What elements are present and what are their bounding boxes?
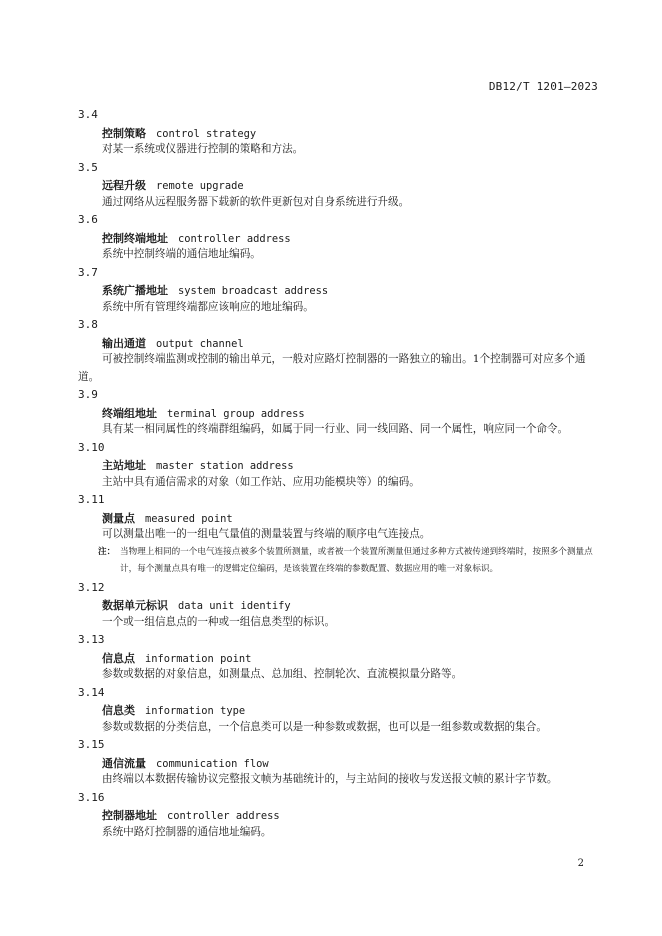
term-definition: 通过网络从远程服务器下载新的软件更新包对自身系统进行升级。: [102, 195, 410, 208]
term-chinese: 控制策略: [102, 126, 146, 140]
term-definition: 系统中控制终端的通信地址编码。: [102, 248, 261, 260]
document-code: DB12/T 1201—2023: [488, 80, 598, 93]
term-english: terminal group address: [167, 407, 305, 420]
term-heading: [78, 456, 602, 474]
term-definition: 由终端以本数据传输协议完整报文帧为基础统计的，与主站间的接收与发送报文帧的累计字节数。: [102, 773, 558, 785]
term-english: measured point: [145, 512, 233, 525]
term-number: 3.7: [78, 265, 98, 279]
term-number: 3.12: [78, 580, 105, 594]
term-english: controller address: [167, 810, 280, 822]
term-english: controller address: [178, 232, 291, 245]
term-english: data unit identify: [178, 600, 291, 612]
term-english: system broadcast address: [178, 285, 329, 297]
term-number: 3.8: [78, 318, 98, 331]
page-number: 2: [577, 858, 584, 869]
term-heading: [78, 509, 602, 527]
term-english: output channel: [156, 337, 244, 350]
term-note: [78, 544, 602, 579]
term-number: 3.9: [78, 388, 98, 401]
term-chinese: 主站地址: [102, 459, 146, 472]
term-heading: [78, 334, 602, 352]
term-definition: 系统中所有管理终端都应该响应的地址编码。: [102, 300, 314, 313]
term-number: 3.10: [78, 440, 105, 454]
term-number: 3.15: [78, 738, 105, 751]
term-chinese: 测量点: [102, 511, 135, 525]
term-chinese: 信息类: [102, 704, 135, 717]
term-definition: 可被控制终端监测或控制的输出单元，一般对应路灯控制器的一路独立的输出。1个控制器可对应多个通道。: [78, 353, 586, 383]
term-chinese: 系统广播地址: [102, 284, 168, 297]
term-heading: [78, 754, 602, 772]
term-number: 3.14: [78, 685, 105, 699]
term-chinese: 数据单元标识: [102, 599, 168, 612]
term-definition: 一个或一组信息点的一种或一组信息类型的标识。: [102, 615, 336, 628]
note-label: 注：: [98, 546, 116, 557]
term-chinese: 通信流量: [102, 756, 146, 770]
term-definition: 参数或数据的分类信息，一个信息类可以是一种参数或数据，也可以是一组参数或数据的集合。: [102, 720, 547, 733]
term-english: communication flow: [156, 757, 269, 770]
term-definition: 系统中路灯控制器的通信地址编码。: [102, 825, 272, 838]
term-entry-3-9: [78, 386, 602, 439]
term-definition: 对某一系统或仪器进行控制的策略和方法。: [102, 143, 304, 155]
term-number: 3.6: [78, 213, 98, 226]
term-chinese: 远程升级: [102, 179, 146, 192]
term-english: remote upgrade: [156, 180, 244, 192]
term-number: 3.16: [78, 790, 105, 804]
term-chinese: 信息点: [102, 651, 135, 665]
term-entry-3-4: [78, 106, 602, 159]
term-entry-3-10: [78, 439, 602, 492]
term-entry-3-7: [78, 264, 602, 317]
terms-list: [78, 106, 602, 841]
term-definition: 主站中具有通信需求的对象（如工作站、应用功能模块等）的编码。: [102, 475, 420, 488]
term-number: 3.4: [78, 108, 98, 121]
term-heading: [78, 281, 602, 299]
term-entry-3-16: [78, 789, 602, 842]
term-english: master station address: [156, 460, 294, 472]
note-text: 当物理上相同的一个电气连接点被多个装置所测量，或者被一个装置所测量但通过多种方式被传递到终端时，按照多个测量点计，每个测量点具有唯一的逻辑定位编码，是该装置在终端的参数配置、数据应用的唯一对象标识。: [120, 546, 593, 574]
term-chinese: 终端组地址: [102, 406, 157, 420]
term-heading: [78, 649, 602, 667]
term-definition: 参数或数据的对象信息，如测量点、总加组、控制轮次、直流模拟量分路等。: [102, 668, 463, 680]
term-entry-3-15: [78, 736, 602, 789]
term-heading: [78, 596, 602, 614]
term-entry-3-5: [78, 159, 602, 212]
term-heading: [78, 229, 602, 247]
term-chinese: 控制终端地址: [102, 231, 168, 245]
term-english: information point: [145, 652, 252, 665]
term-heading: [78, 701, 602, 719]
term-english: control strategy: [156, 127, 257, 140]
term-number: 3.11: [78, 493, 105, 506]
term-definition: 具有某一相同属性的终端群组编码，如属于同一行业、同一线回路、同一个属性，响应同一个命令。: [102, 423, 569, 435]
term-number: 3.5: [78, 160, 98, 174]
term-entry-3-13: [78, 631, 602, 684]
term-entry-3-8: [78, 316, 602, 386]
term-entry-3-11: [78, 491, 602, 579]
term-heading: [78, 404, 602, 422]
term-entry-3-6: [78, 211, 602, 264]
term-entry-3-12: [78, 579, 602, 632]
term-heading: [78, 124, 602, 142]
term-number: 3.13: [78, 633, 105, 646]
term-heading: [78, 806, 602, 824]
term-definition: 可以测量出唯一的一组电气量值的测量装置与终端的顺序电气连接点。: [102, 528, 431, 540]
term-chinese: 控制器地址: [102, 809, 157, 822]
term-heading: [78, 176, 602, 194]
term-entry-3-14: [78, 684, 602, 737]
term-chinese: 输出通道: [102, 336, 146, 350]
term-english: information type: [145, 705, 246, 717]
